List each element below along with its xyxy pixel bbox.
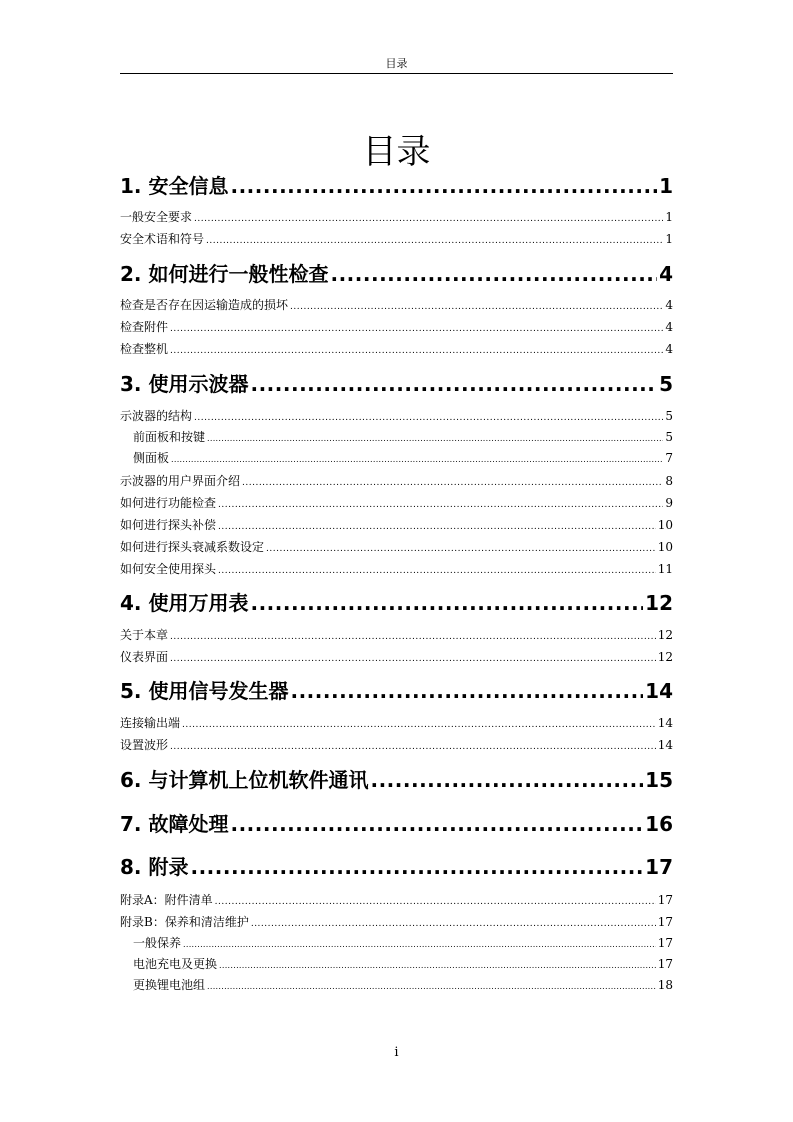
toc-entry-title: 如何进行探头衰减系数设定 xyxy=(120,540,265,554)
toc-entry-title: 检查附件 xyxy=(120,320,169,334)
toc-entry-page: 14 xyxy=(645,679,673,703)
dot-leader xyxy=(230,173,657,199)
toc-entry-level2[interactable] xyxy=(120,408,673,424)
toc-entry-title: 关于本章 xyxy=(120,628,169,642)
dot-leader xyxy=(194,211,663,227)
toc-entry-level1[interactable] xyxy=(120,590,673,616)
toc-entry-level2[interactable] xyxy=(120,539,673,555)
toc-entry-level2[interactable] xyxy=(120,561,673,577)
toc-entry-page: 17 xyxy=(657,936,673,950)
toc-entry-level2[interactable] xyxy=(120,715,673,731)
toc-entry-title: 4. 使用万用表 xyxy=(120,591,249,615)
toc-entry-level2[interactable] xyxy=(120,341,673,357)
toc-entry-title: 7. 故障处理 xyxy=(120,812,229,836)
toc-entry-level2[interactable] xyxy=(120,914,673,930)
toc-entry-level1[interactable] xyxy=(120,678,673,704)
toc-entry-title: 如何进行功能检查 xyxy=(120,496,217,510)
dot-leader xyxy=(290,299,663,315)
dot-leader xyxy=(230,811,643,837)
toc-entry-page: 4 xyxy=(659,262,673,286)
toc-entry-page: 14 xyxy=(657,716,673,730)
toc-entry-page: 1 xyxy=(665,210,673,224)
toc-entry-page: 4 xyxy=(665,320,673,334)
toc-entry-title: 附录B：保养和清洁维护 xyxy=(120,915,249,929)
toc-entry-level2[interactable] xyxy=(120,495,673,511)
header-rule xyxy=(120,73,673,74)
toc-entry-page: 5 xyxy=(665,409,673,423)
toc-entry-page: 8 xyxy=(665,474,673,488)
toc-entry-page: 5 xyxy=(659,372,673,396)
toc-entry-page: 15 xyxy=(645,768,673,792)
toc-entry-title: 1. 安全信息 xyxy=(120,174,229,198)
dot-leader xyxy=(330,261,657,287)
toc-entry-title: 一般安全要求 xyxy=(120,210,193,224)
toc-entry-title: 3. 使用示波器 xyxy=(120,372,249,396)
toc-entry-title: 附录A：附件清单 xyxy=(120,893,213,907)
toc-entry-level1[interactable] xyxy=(120,371,673,397)
dot-leader xyxy=(251,916,656,932)
dot-leader xyxy=(170,629,656,645)
dot-leader xyxy=(219,958,656,974)
toc-entry-level1[interactable] xyxy=(120,767,673,793)
toc-entry-page: 10 xyxy=(657,518,673,532)
page-number: i xyxy=(394,1045,399,1060)
dot-leader xyxy=(266,541,656,557)
toc-entry-level2[interactable] xyxy=(120,517,673,533)
toc-entry-title: 电池充电及更换 xyxy=(133,957,218,971)
toc-entry-level2[interactable] xyxy=(120,473,673,489)
toc-entry-page: 16 xyxy=(645,812,673,836)
toc-entry-title: 一般保养 xyxy=(133,936,182,950)
toc-entry-level3[interactable] xyxy=(133,429,673,445)
toc-entry-title: 如何进行探头补偿 xyxy=(120,518,217,532)
toc-entry-title: 仪表界面 xyxy=(120,650,169,664)
toc-entry-level3[interactable] xyxy=(133,956,673,972)
dot-leader xyxy=(215,894,656,910)
toc-entry-level1[interactable] xyxy=(120,811,673,837)
toc-entry-level3[interactable] xyxy=(133,450,673,466)
toc-entry-title: 2. 如何进行一般性检查 xyxy=(120,262,329,286)
toc-entry-page: 12 xyxy=(657,650,673,664)
toc-entry-level3[interactable] xyxy=(133,977,673,993)
toc-entry-title: 如何安全使用探头 xyxy=(120,562,217,576)
toc-entry-page: 1 xyxy=(659,174,673,198)
dot-leader xyxy=(170,321,663,337)
toc-entry-page: 11 xyxy=(657,562,673,576)
toc-entry-page: 5 xyxy=(665,430,673,444)
dot-leader xyxy=(250,590,643,616)
toc-entry-title: 示波器的用户界面介绍 xyxy=(120,474,241,488)
toc-entry-title: 设置波形 xyxy=(120,738,169,752)
toc-entry-level3[interactable] xyxy=(133,935,673,951)
dot-leader xyxy=(207,431,663,447)
dot-leader xyxy=(183,937,656,953)
toc-entry-level2[interactable] xyxy=(120,627,673,643)
dot-leader xyxy=(170,343,663,359)
toc-entry-level2[interactable] xyxy=(120,737,673,753)
dot-leader xyxy=(170,739,656,755)
toc-entry-level2[interactable] xyxy=(120,892,673,908)
toc-entry-title: 检查是否存在因运输造成的损坏 xyxy=(120,298,289,312)
dot-leader xyxy=(170,651,656,667)
dot-leader xyxy=(207,979,656,995)
toc-entry-level2[interactable] xyxy=(120,209,673,225)
toc-entry-page: 4 xyxy=(665,342,673,356)
toc-entry-level1[interactable] xyxy=(120,854,673,880)
toc-entry-title: 更换锂电池组 xyxy=(133,978,206,992)
toc-entry-page: 18 xyxy=(657,978,673,992)
dot-leader xyxy=(242,475,663,491)
toc-entry-title: 连接输出端 xyxy=(120,716,181,730)
toc-entry-page: 4 xyxy=(665,298,673,312)
toc-entry-title: 侧面板 xyxy=(133,451,170,465)
toc-entry-level1[interactable] xyxy=(120,173,673,199)
dot-leader xyxy=(290,678,643,704)
toc-entry-level2[interactable] xyxy=(120,649,673,665)
dot-leader xyxy=(218,497,663,513)
toc-entry-title: 安全术语和符号 xyxy=(120,232,205,246)
dot-leader xyxy=(194,410,663,426)
dot-leader xyxy=(182,717,656,733)
toc-entry-page: 9 xyxy=(665,496,673,510)
dot-leader xyxy=(218,563,656,579)
dot-leader xyxy=(218,519,656,535)
toc-entry-page: 12 xyxy=(645,591,673,615)
toc-entry-level2[interactable] xyxy=(120,319,673,335)
toc-entry-title: 检查整机 xyxy=(120,342,169,356)
toc-entry-title: 示波器的结构 xyxy=(120,409,193,423)
toc-entry-title: 5. 使用信号发生器 xyxy=(120,679,289,703)
toc-entry-title: 前面板和按键 xyxy=(133,430,206,444)
toc-entry-level1[interactable] xyxy=(120,261,673,287)
toc-entry-title: 6. 与计算机上位机软件通讯 xyxy=(120,768,369,792)
toc-entry-title: 8. 附录 xyxy=(120,855,189,879)
toc-entry-level2[interactable] xyxy=(120,297,673,313)
toc-entry-page: 14 xyxy=(657,738,673,752)
toc-entry-page: 17 xyxy=(645,855,673,879)
toc-entry-page: 7 xyxy=(665,451,673,465)
dot-leader xyxy=(190,854,643,880)
toc-entry-page: 12 xyxy=(657,628,673,642)
running-header: 目录 xyxy=(385,57,408,70)
toc-entry-page: 17 xyxy=(657,893,673,907)
toc-entry-level2[interactable] xyxy=(120,231,673,247)
dot-leader xyxy=(250,371,657,397)
dot-leader xyxy=(171,452,663,468)
toc-entry-page: 17 xyxy=(657,957,673,971)
dot-leader xyxy=(370,767,643,793)
toc-entry-page: 10 xyxy=(657,540,673,554)
toc-entry-page: 1 xyxy=(665,232,673,246)
toc-entry-page: 17 xyxy=(657,915,673,929)
dot-leader xyxy=(206,233,663,249)
toc-title: 目录 xyxy=(362,131,431,172)
